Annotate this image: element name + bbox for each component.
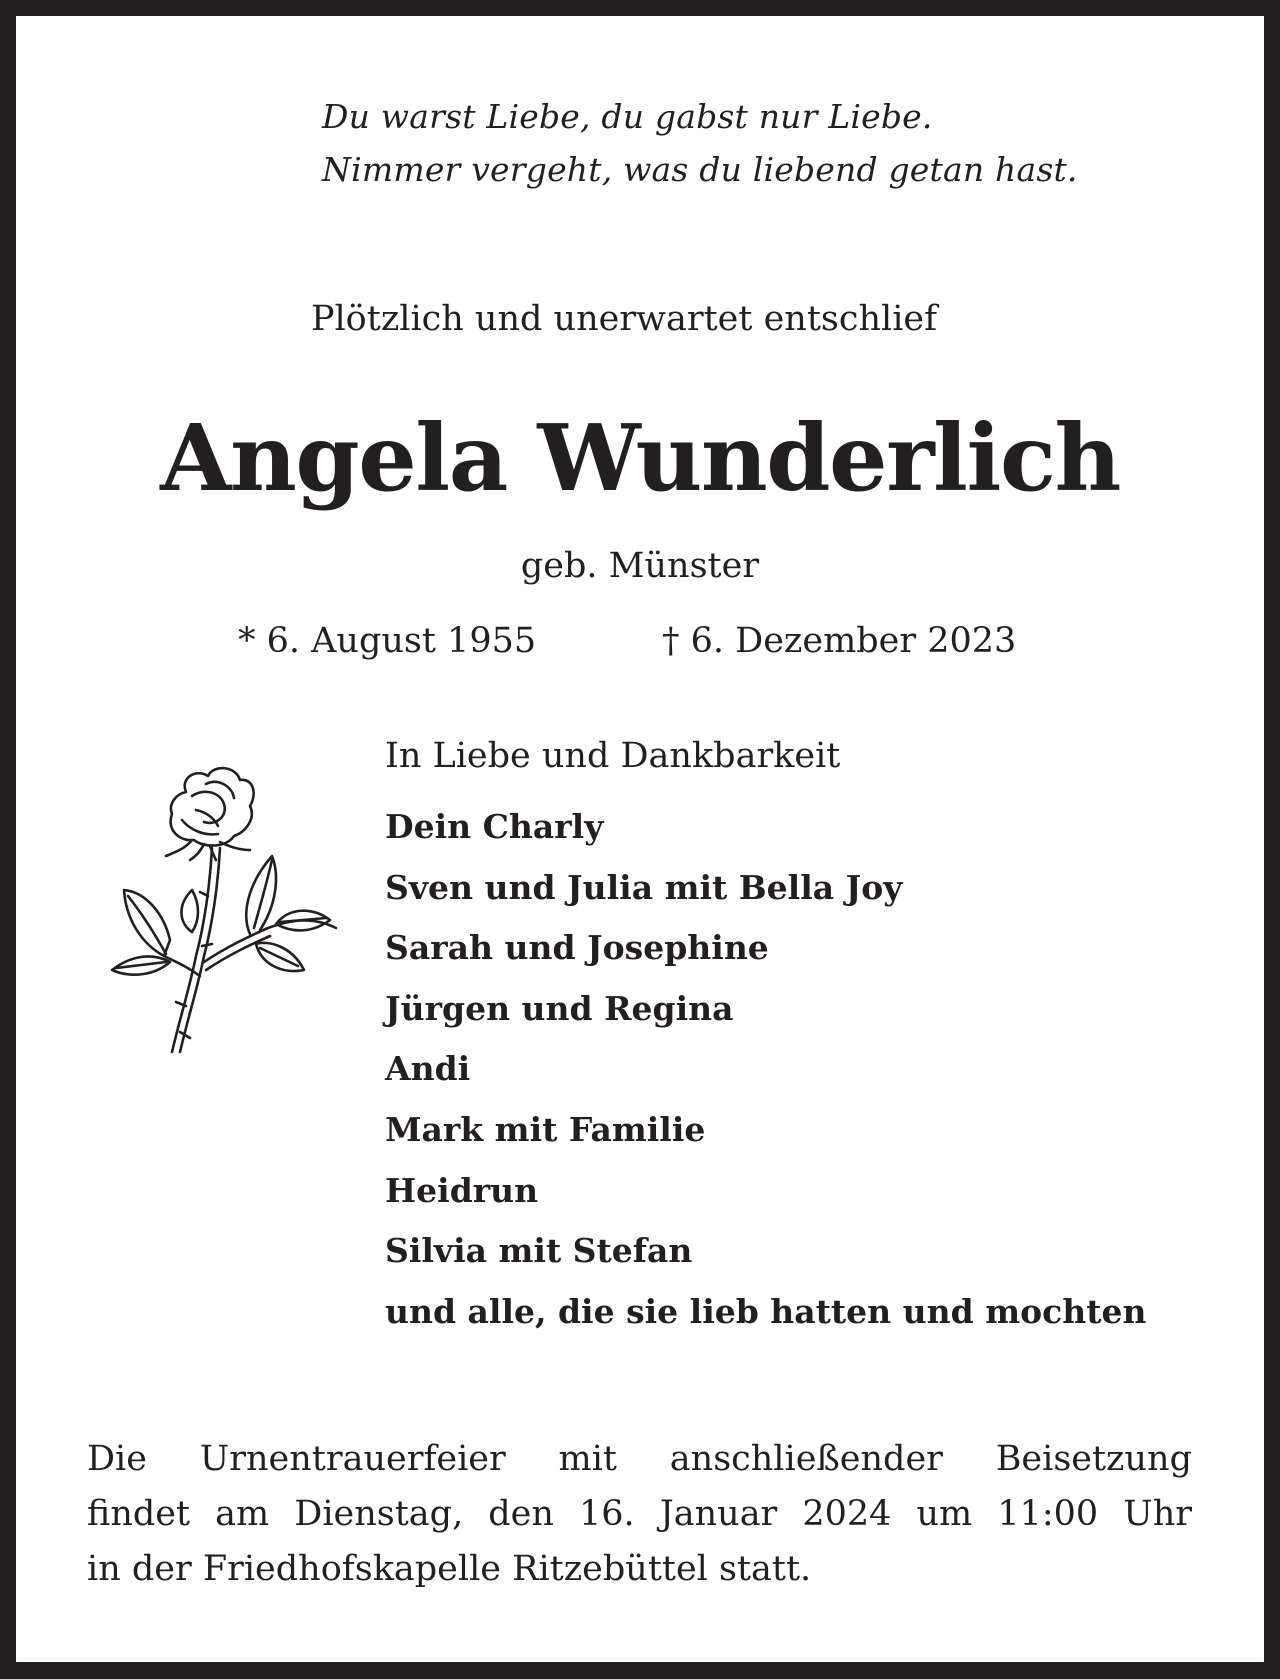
mourner-name: Andi (385, 1049, 471, 1089)
service-notice (87, 1432, 1192, 1597)
mourner-name: Sven und Julia mit Bella Joy (385, 867, 903, 907)
service-notice-line: in der Friedhofskapelle Ritzebüttel statt. (87, 1549, 812, 1589)
verse-line-1: Du warst Liebe, du gabst nur Liebe. (322, 97, 933, 136)
death-date: † 6. Dezember 2023 (662, 621, 1017, 661)
rose-icon (100, 756, 340, 1066)
deceased-name: Angela Wunderlich (160, 404, 1120, 512)
service-notice-line: findet am Dienstag, den 16. Januar 2024 um 11:00 Uhr (87, 1494, 1192, 1534)
service-notice-line: Die Urnentrauerfeier mit anschließender Beisetzung (87, 1439, 1192, 1479)
verse-line-2: Nimmer vergeht, was du liebend getan hast. (322, 150, 1078, 189)
mourner-name: Mark mit Familie (385, 1109, 706, 1149)
mourner-name: Dein Charly (385, 807, 604, 846)
intro-text: Plötzlich und unerwartet entschlief (310, 299, 938, 339)
maiden-name: geb. Münster (520, 546, 760, 586)
mourner-name: und alle, die sie lieb hatten und mochten (385, 1291, 1147, 1331)
mourner-name: Sarah und Josephine (385, 928, 769, 968)
mourner-name: Heidrun (385, 1170, 539, 1210)
mourner-name: Silvia mit Stefan (385, 1231, 693, 1271)
mourner-name: Jürgen und Regina (385, 988, 734, 1028)
birth-date: * 6. August 1955 (238, 621, 537, 661)
mourners-heading: In Liebe und Dankbarkeit (385, 736, 841, 776)
obituary-card (16, 16, 1264, 1662)
mourners-list (385, 807, 1147, 1355)
